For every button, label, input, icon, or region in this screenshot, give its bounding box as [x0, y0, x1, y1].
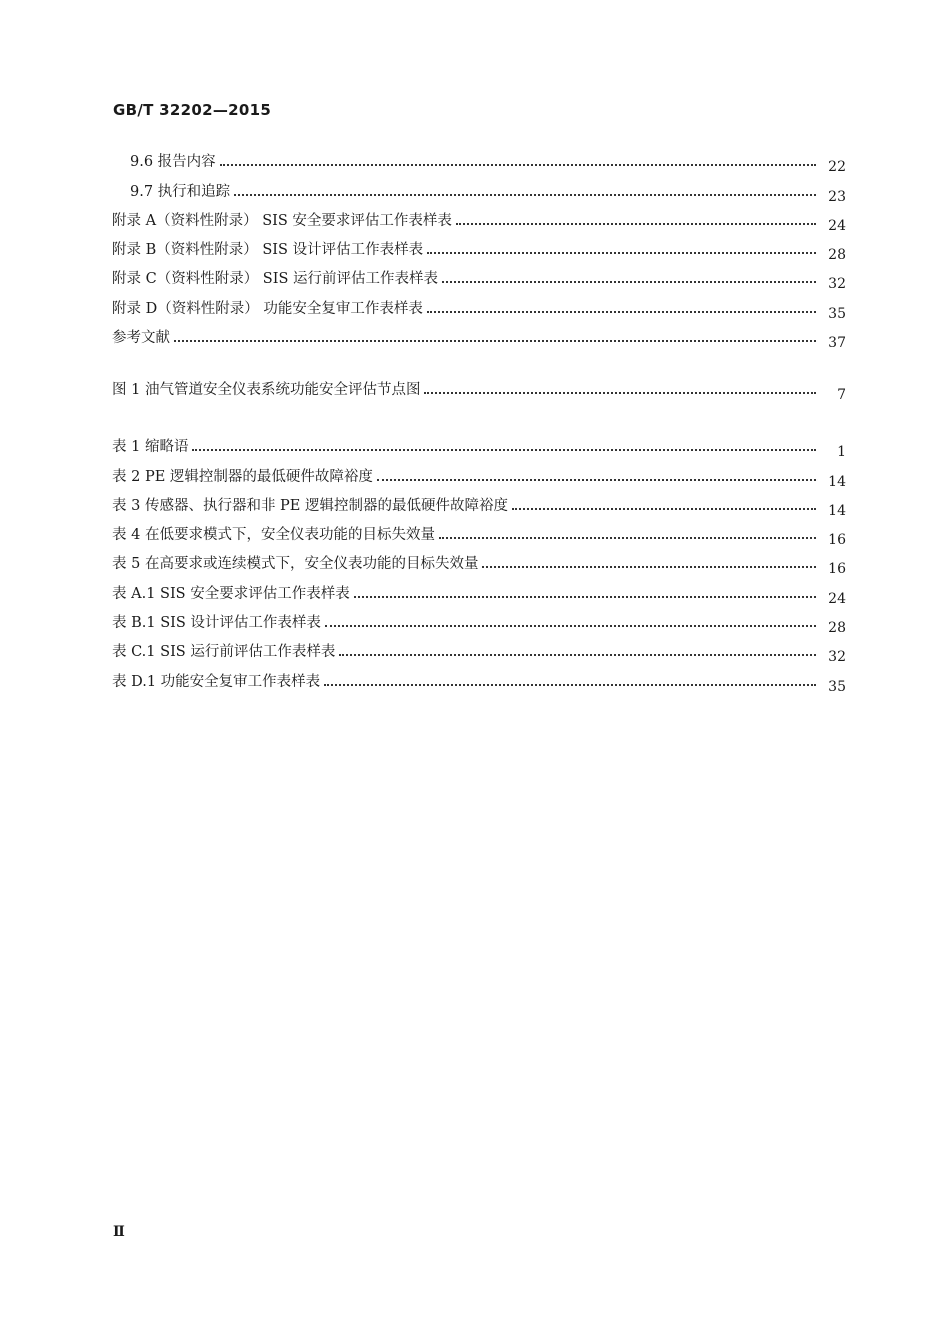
toc-entry-page: 14	[828, 502, 846, 519]
toc-leader-dots	[174, 340, 816, 342]
toc-leader-dots	[325, 625, 816, 627]
toc-leader-dots	[220, 164, 816, 166]
page-number: Ⅱ	[113, 1224, 125, 1240]
standard-code-header: GB/T 32202—2015	[113, 101, 272, 119]
toc-entry[interactable]	[112, 288, 846, 322]
toc-entry-page: 23	[828, 188, 846, 205]
toc-entry-page: 35	[828, 305, 846, 322]
toc-entry[interactable]	[112, 142, 846, 176]
toc-entry-page: 24	[828, 590, 846, 607]
toc-entry-label: 表 A.1 SIS 安全要求评估工作表样表	[112, 585, 350, 602]
toc-entry-page: 7	[837, 387, 846, 404]
toc-entry[interactable]	[112, 201, 846, 234]
toc-entry-page: 32	[828, 276, 846, 293]
toc-entry-page: 22	[828, 159, 846, 176]
toc-leader-dots	[427, 311, 816, 313]
toc-entry[interactable]	[112, 259, 846, 293]
toc-entry-label: 9.7 执行和追踪	[130, 183, 231, 200]
toc-entry[interactable]	[112, 603, 846, 637]
toc-entry[interactable]	[112, 515, 846, 549]
toc-leader-dots	[456, 223, 816, 225]
toc-entry-label: 附录 D（资料性附录） 功能安全复审工作表样表	[112, 300, 423, 317]
toc-leader-dots	[354, 596, 816, 598]
toc-leader-dots	[442, 281, 816, 283]
toc-figures-section	[112, 370, 846, 404]
toc-entry-page: 28	[828, 247, 846, 264]
toc-entry[interactable]	[112, 544, 846, 578]
toc-leader-dots	[424, 392, 816, 394]
toc-entry-page: 28	[828, 620, 846, 637]
toc-entry-page: 14	[828, 473, 846, 490]
toc-entry[interactable]	[112, 318, 846, 352]
toc-main-section	[112, 142, 846, 352]
toc-leader-dots	[377, 479, 816, 481]
toc-entry-label: 表 2 PE 逻辑控制器的最低硬件故障裕度	[112, 468, 373, 485]
toc-entry-page: 37	[828, 335, 846, 352]
toc-leader-dots	[192, 449, 816, 451]
toc-entry-label: 表 4 在低要求模式下，安全仪表功能的目标失效量	[112, 527, 435, 544]
toc-entry-label: 表 D.1 功能安全复审工作表样表	[112, 673, 321, 690]
toc-leader-dots	[439, 537, 816, 539]
toc-entry-label: 附录 B（资料性附录） SIS 设计评估工作表样表	[112, 242, 424, 259]
toc-entry[interactable]	[112, 230, 846, 264]
toc-tables-section	[112, 427, 846, 695]
toc-leader-dots	[339, 654, 816, 656]
toc-leader-dots	[234, 194, 816, 196]
toc-entry-label: 参考文献	[112, 330, 170, 347]
toc-entry[interactable]	[112, 427, 846, 461]
toc-entry-page: 1	[837, 444, 846, 461]
toc-entry-label: 表 1 缩略语	[112, 439, 189, 456]
toc-entry-page: 35	[828, 678, 846, 695]
toc-entry-label: 图 1 油气管道安全仪表系统功能安全评估节点图	[112, 382, 421, 399]
toc-entry-label: 表 5 在高要求或连续模式下，安全仪表功能的目标失效量	[112, 556, 479, 573]
toc-entry[interactable]	[112, 370, 846, 404]
toc-leader-dots	[427, 252, 816, 254]
toc-entry[interactable]	[112, 573, 846, 607]
toc-entry[interactable]	[112, 456, 846, 490]
toc-leader-dots	[512, 508, 816, 510]
toc-entry-label: 附录 C（资料性附录） SIS 运行前评估工作表样表	[112, 271, 439, 288]
toc-leader-dots	[324, 684, 816, 686]
toc-entry-page: 16	[828, 532, 846, 549]
toc-entry-page: 24	[828, 217, 846, 234]
toc-entry-label: 表 B.1 SIS 设计评估工作表样表	[112, 615, 321, 632]
toc-entry-page: 16	[828, 561, 846, 578]
toc-entry[interactable]	[112, 486, 846, 519]
toc-entry-label: 附录 A（资料性附录） SIS 安全要求评估工作表样表	[112, 212, 452, 229]
toc-entry[interactable]	[112, 661, 846, 695]
toc-entry-label: 9.6 报告内容	[130, 154, 216, 171]
toc-entry-label: 表 C.1 SIS 运行前评估工作表样表	[112, 644, 336, 661]
toc-entry[interactable]	[112, 632, 846, 666]
toc-leader-dots	[482, 566, 816, 568]
toc-entry-label: 表 3 传感器、执行器和非 PE 逻辑控制器的最低硬件故障裕度	[112, 497, 509, 514]
toc-entry[interactable]	[112, 171, 846, 205]
toc-entry-page: 32	[828, 649, 846, 666]
